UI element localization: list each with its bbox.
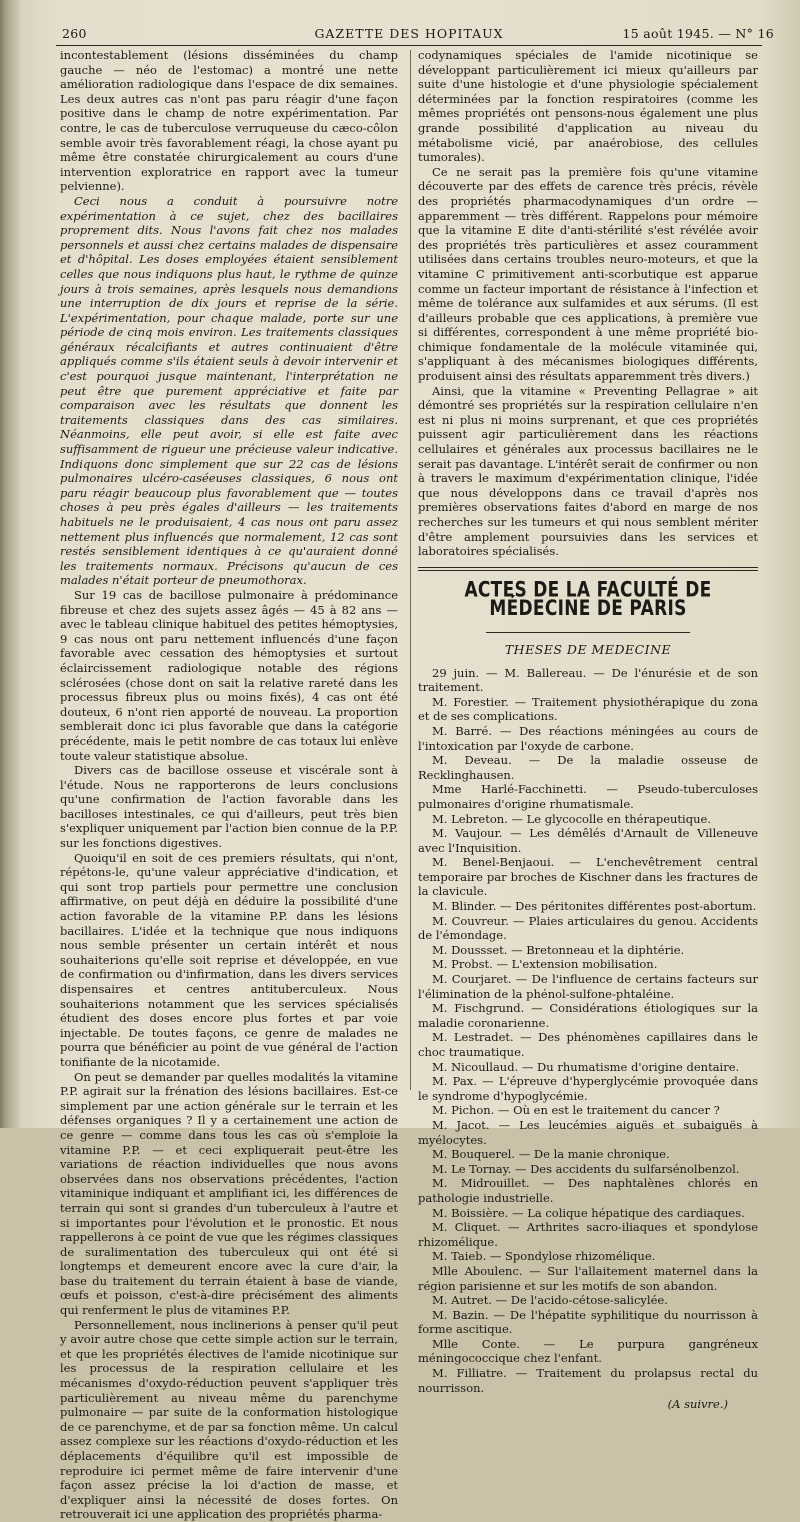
paragraph: Ainsi, que la vitamine « Preventing Pellagrae » ait démontré ses propriétés sur la respiration cellulaire n'en est ni plus ni moins surprenant, et que ces propriétés puissent agir particulièrement dans les réactions cellulaires et générales aux processus bacillaires ne le serait pas davantage. L'intérêt serait de confirmer ou non à travers le maximum d'expérimentation clinique, l'idée que nous développons dans ce travail d'après nos premières observations faites d'abord en marge de nos recherches sur les tumeurs et qui nous semblent mériter d'être amplement poursuivies dans les services et laboratoires spécialisés. — [418, 383, 758, 559]
thesis-entry: M. Couvreur. — Plaies articulaires du genou. Accidents de l'émondage. — [418, 913, 758, 943]
thesis-entry: M. Cliquet. — Arthrites sacro-iliaques et spondylose rhizomélique. — [418, 1220, 758, 1249]
thesis-entry: M. Bouquerel. — De la manie chronique. — [432, 1147, 670, 1162]
paragraph: Personnellement, nous inclinerions à penser qu'il peut y avoir autre chose que cette simple action sur le terrain, et que les propriétés électives de l'amide nicotinique sur les processus de la respiration cellulaire et les mécanismes d'oxydo-réduction peuvent s'appliquer très particulièrement au niveau même du parenchyme pulmonaire — par suite de la conformation histologique de ce parenchyme, et de par sa fonction même. Un calcul assez complexe sur les réactions d'oxydo-réduction et les déplacements d'équilibre qu'il est impossible de reproduire ici permet même de faire intervenir d'une façon assez précise la loi d'action de masse, et d'expliquer ainsi la nécessité de doses fortes. On retrouverait ici une application des propriétés pharma- — [60, 1317, 398, 1522]
thesis-entry: M. Courjaret. — De l'influence de certains facteurs sur l'élimination de la phénol-sulfone-phtaléine. — [418, 972, 758, 1001]
heading-underline — [486, 632, 690, 633]
thesis-entry: M. Benel-Benjaoui. — L'enchevêtrement central temporaire par broches de Kischner dans les fractures de la clavicule. — [418, 855, 758, 899]
page-number: 260 — [62, 26, 87, 41]
section-heading: ACTES DE LA FACULTÉ DE MÉDECINE DE PARIS — [464, 577, 712, 621]
header-rule — [56, 45, 762, 46]
thesis-entry: M. Lebreton. — Le glycocolle en thérapeutique. — [432, 811, 711, 826]
paragraph: Ceci nous a conduit à poursuivre notre expérimentation à ce sujet, chez des bacillaires proprement dits. Nous l'avons fait chez nos malades personnels et aussi chez certains malades de dispensaire et d'hôpital. Les doses employées étaient sensiblement celles que nous indiquons plus haut, le rythme de quinze jours à trois semaines, après lesquels nous demandions une interruption de dix jours et reprise de la série. L'expérimentation, pour chaque malade, porte sur une période de cinq mois environ. Les traitements classiques généraux récalcifiants et autres continuaient d'être appliqués comme s'ils étaient seuls à devoir intervenir et c'est pourquoi jusque maintenant, l'interprétation ne peut être que purement appréciative et faite par comparaison avec les résultats que donnent les traitements classiques dans des cas similaires. Néanmoins, elle peut avoir, si elle est faite avec suffisamment de rigueur une précieuse valeur indicative. Indiquons donc simplement que sur 22 cas de lésions pulmonaires ulcéro-caséeuses classiques, 6 nous ont paru réagir beaucoup plus favorablement que — toutes choses à peu près égales d'ailleurs — les traitements habituels ne le produisaient, 4 cas nous ont paru assez nettement plus influencés que normalement, 12 cas sont restés sensiblement identiques à ce qu'auraient donné les traitements normaux. Précisons qu'aucun de ces malades n'était porteur de pneumothorax. — [60, 193, 398, 588]
continuation-note: (A suivre.) — [667, 1397, 728, 1412]
thesis-entry: M. Forestier. — Traitement physiothérapique du zona et de ses complications. — [418, 694, 758, 724]
paragraph: Divers cas de bacillose osseuse et viscérale sont à l'étude. Nous ne rapporterons de leurs conclusions qu'une confirmation de l'action favorable dans les bacilloses intestinales, ce qui d'ailleurs, peut très bien s'expliquer uniquement par l'action bien connue de la P.P. sur les fonctions digestives. — [60, 763, 398, 851]
thesis-entry: M. Barré. — Des réactions méningées au cours de l'intoxication par l'oxyde de carbone. — [418, 723, 758, 753]
column-divider — [410, 50, 411, 1090]
thesis-entry: M. Taieb. — Spondylose rhizomélique. — [432, 1249, 656, 1264]
thesis-entry: M. Vaujour. — Les démêlés d'Arnault de Villeneuve avec l'Inquisition. — [418, 826, 758, 855]
thesis-entry: M. Nicoullaud. — Du rhumatisme d'origine dentaire. — [432, 1059, 740, 1074]
thesis-entry: M. Bazin. — De l'hépatite syphilitique du nourrisson à forme ascitique. — [418, 1307, 758, 1337]
thesis-entry: M. Deveau. — De la maladie osseuse de Recklinghausen. — [418, 753, 758, 782]
thesis-entry: M. Le Tornay. — Des accidents du sulfarsénolbenzol. — [432, 1161, 740, 1176]
paragraph: Sur 19 cas de bacillose pulmonaire à prédominance fibreuse et chez des sujets assez âgés — 45 à 82 ans — avec le tableau clinique habituel des petites hémoptysies, 9 cas nous ont paru nettement influencés d'une façon favorable avec cessation des hémoptysies et surtout éclaircissement radiologique notable des régions sclérosées (chose dont on sait la relative rareté dans les processus fibreux plus ou moins fixés), 4 cas ont été douteux, 6 n'ont rien apporté de nouveau. La proportion semblerait donc ici plus favorable que dans la catégorie précédente, mais le petit nombre de cas totaux lui enlève toute valeur statistique absolue. — [60, 587, 398, 763]
section-rule — [418, 567, 758, 568]
paragraph: Ce ne serait pas la première fois qu'une vitamine découverte par des effets de carence très précis, révèle des propriétés pharmacodynamiques d'un ordre — apparemment — très différent. Rappelons pour mémoire que la vitamine E dite d'anti-stérilité s'est révélée avoir des propriétés très particulières et assez couramment utilisées dans certains troubles neuro-moteurs, et que la vitamine C primitivement anti-scorbutique est apparue comme un facteur important de résistance à l'infection et même de tolérance aux sulfamides et aux sérums. (Il est d'ailleurs probable que ces applications, à première vue si différentes, correspondent à une même propriété bio-chimique fondamentale de la molécule vitaminée qui, s'appliquant à des mécanismes biologiques différents, produisent ainsi des résultats apparemment très divers.) — [418, 164, 758, 384]
section-rule — [418, 570, 758, 571]
thesis-entry: Mlle Conte. — Le purpura gangréneux méningococcique chez l'enfant. — [418, 1336, 758, 1366]
thesis-entry: 29 juin. — M. Ballereau. — De l'énurésie et de son traitement. — [418, 665, 758, 695]
journal-title: GAZETTE DES HOPITAUX — [314, 26, 504, 41]
thesis-entry: M. Doussset. — Bretonneau et la diphtérie. — [432, 942, 685, 957]
thesis-entry: M. Filliatre. — Traitement du prolapsus rectal du nourrisson. — [418, 1366, 758, 1395]
subsection-heading: THESES DE MEDECINE — [504, 641, 672, 657]
theses-list — [418, 666, 758, 1396]
thesis-entry: M. Blinder. — Des péritonites différentes post-abortum. — [432, 899, 757, 914]
thesis-entry: Mme Harlé-Facchinetti. — Pseudo-tuberculoses pulmonaires d'origine rhumatismale. — [418, 782, 758, 811]
thesis-entry: M. Fischgrund. — Considérations étiologiques sur la maladie coronarienne. — [418, 1001, 758, 1030]
thesis-entry: M. Boissière. — La colique hépatique des cardiaques. — [432, 1205, 745, 1220]
thesis-entry: Mlle Aboulenc. — Sur l'allaitement maternel dans la région parisienne et sur les motifs de son abandon. — [418, 1263, 758, 1293]
right-column — [418, 48, 758, 1412]
thesis-entry: M. Pax. — L'épreuve d'hyperglycémie provoquée dans le syndrome d'hypoglycémie. — [418, 1074, 758, 1103]
thesis-entry: M. Midrouillet. — Des naphtalènes chlorés en pathologie industrielle. — [418, 1176, 758, 1205]
left-column — [60, 48, 398, 1522]
paragraph: On peut se demander par quelles modalités la vitamine P.P. agirait sur la frénation des lésions bacillaires. Est-ce simplement par une action générale sur le terrain et les défenses organiques ? Il y a certainement une action de ce genre — comme dans tous les cas où s'emploie la vitamine P.P. — et ceci expliquerait peut-être les variations de réaction individuelles que nous avons observées dans nos observations précédentes, l'action vitaminique indiquant et amplifiant ici, les différences de terrain qui sont si grandes d'un tuberculeux à l'autre et si importantes pour l'évolution et le pronostic. Et nous rappellerons à ce point de vue que les régimes classiques de suralimentation des tuberculeux qui ont été si longtemps et demeurent encore avec la cure d'air, la base du traitement du terrain étaient à base de viande, œufs et poisson, c'est-à-dire précisément des aliments qui renferment le plus de vitamines P.P. — [60, 1069, 398, 1318]
thesis-entry: M. Autret. — De l'acido-cétose-salicylée. — [432, 1293, 668, 1308]
thesis-entry: M. Pichon. — Où en est le traitement du cancer ? — [432, 1103, 720, 1118]
thesis-entry: M. Probst. — L'extension mobilisation. — [432, 957, 658, 972]
thesis-entry: M. Jacot. — Les leucémies aiguës et subaiguës à myélocytes. — [418, 1117, 758, 1147]
running-header — [44, 22, 774, 44]
paragraph: codynamiques spéciales de l'amide nicotinique se développant particulièrement ici mieux qu'ailleurs par suite d'une histologie et d'une physiologie spécialement déterminées par la fonction respiratoires (comme les mêmes propriétés ont pensons-nous également une plus grande possibilité d'application au niveau du métabolisme vicié, par anaérobiose, des cellules tumorales). — [418, 48, 758, 165]
thesis-entry: M. Lestradet. — Des phénomènes capillaires dans le choc traumatique. — [418, 1030, 758, 1059]
paragraph: incontestablement (lésions disséminées du champ gauche — néo de l'estomac) a montré une nette amélioration radiologique dans l'espace de dix semaines. Les deux autres cas n'ont pas paru réagir d'une façon positive dans le champ de notre expérimentation. Par contre, le cas de tuberculose verruqueuse du cæco-côlon semble avoir très favorablement réagi, la chose ayant pu même être constatée chirurgicalement au cours d'une intervention exploratrice en rapport avec la tumeur pelvienne). — [60, 48, 398, 194]
paragraph: Quoiqu'il en soit de ces premiers résultats, qui n'ont, répétons-le, qu'une valeur appréciative d'indication, et qui sont trop partiels pour permettre une conclusion affirmative, on peut déjà en déduire la possibilité d'une action favorable de la vitamine P.P. dans les lésions bacillaires. L'idée et la technique que nous indiquons nous semble présenter un certain intérêt et nous souhaiterions qu'elle soit reprise et développée, en vue de confirmation ou d'infirmation, dans les divers services dispensaires et centres antituberculeux. Nous souhaiterions notamment que les services spécialisés étudient des doses encore plus fortes et par voie injectable. De toutes façons, ce genre de malades ne pourra que bénéficier au point de vue général de l'action tonifiante de la nicotamide. — [60, 850, 398, 1069]
issue-date: 15 août 1945. — N° 16 — [622, 26, 774, 41]
